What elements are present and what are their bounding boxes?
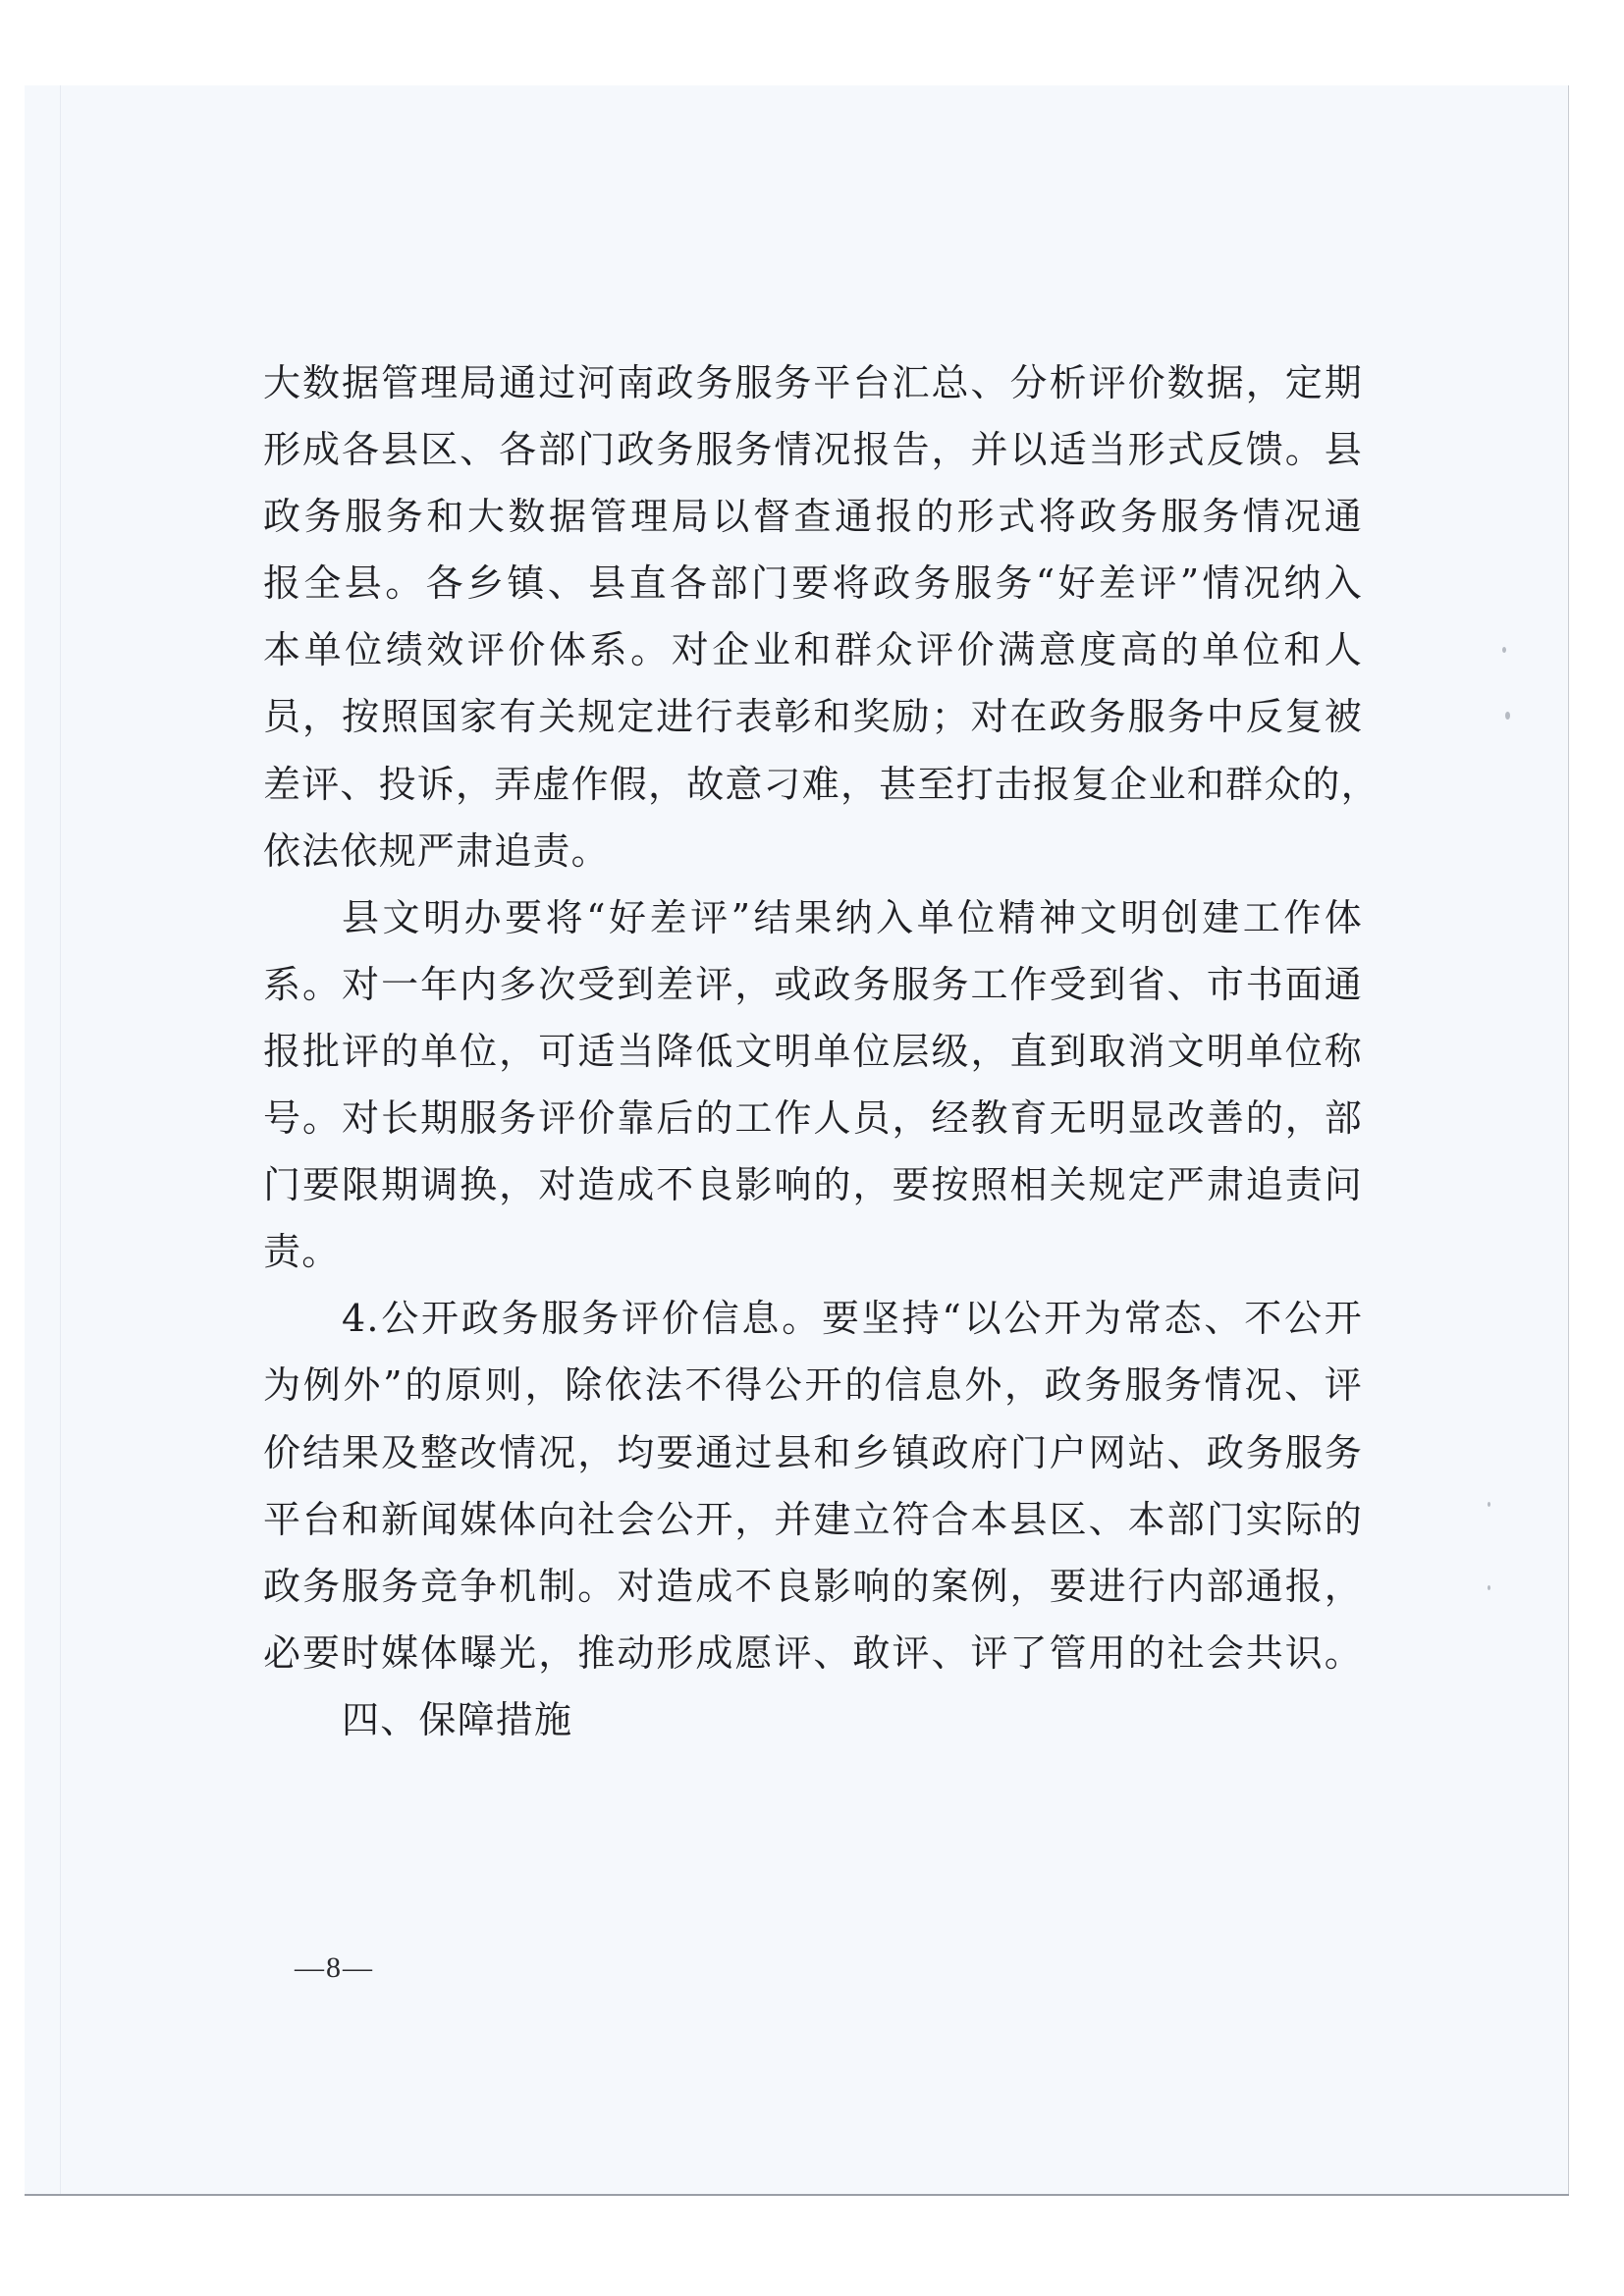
text-line: 必要时媒体曝光，推动形成愿评、敢评、评了管用的社会共识。	[263, 1630, 1363, 1675]
paragraph-civilization-office	[263, 888, 1363, 1290]
section-heading: 四、保障措施	[342, 1697, 573, 1741]
text-line: 责。	[263, 1230, 341, 1274]
text-line: 大数据管理局通过河南政务服务平台汇总、分析评价数据，定期	[263, 361, 1363, 404]
text-line: 系。对一年内多次受到差评，或政务服务工作受到省、市书面通	[263, 962, 1363, 1006]
text-line: 价结果及整改情况，均要通过县和乡镇政府门户网站、政务服务	[263, 1430, 1363, 1474]
text-line: 政务服务竞争机制。对造成不良影响的案例，要进行内部通报，	[263, 1564, 1363, 1608]
text-line: 县文明办要将“好差评”结果纳入单位精神文明创建工作体	[342, 895, 1363, 939]
text-line: 平台和新闻媒体向社会公开，并建立符合本县区、本部门实际的	[263, 1497, 1363, 1541]
text-line: 依法依规严肃追责。	[263, 828, 610, 873]
text-line: 差评、投诉，弄虚作假，故意刁难，甚至打击报复企业和群众的，	[263, 762, 1380, 806]
page-number: —8—	[295, 1951, 374, 1984]
text-line: 号。对长期服务评价靠后的工作人员，经教育无明显改善的，部	[263, 1096, 1363, 1141]
text-line: 本单位绩效评价体系。对企业和群众评价满意度高的单位和人	[263, 628, 1363, 672]
paragraph-evaluation-reporting	[263, 353, 1380, 888]
text-line: 门要限期调换，对造成不良影响的，要按照相关规定严肃追责问	[263, 1163, 1363, 1207]
scan-artifact	[1505, 712, 1510, 720]
text-line: 报全县。各乡镇、县直各部门要将政务服务“好差评”情况纳入	[263, 561, 1363, 606]
scan-artifact	[1502, 647, 1506, 653]
text-line: 员，按照国家有关规定进行表彰和奖励；对在政务服务中反复被	[263, 695, 1363, 739]
text-line: 形成各县区、各部门政务服务情况报告，并以适当形式反馈。县	[263, 428, 1363, 472]
scan-artifact	[1488, 1585, 1490, 1590]
paragraph-public-evaluation-info	[263, 1289, 1363, 1690]
text-line: 4.公开政务服务评价信息。要坚持“以公开为常态、不公开	[342, 1297, 1363, 1341]
scan-artifact	[1488, 1502, 1490, 1507]
text-line: 政务服务和大数据管理局以督查通报的形式将政务服务情况通	[263, 495, 1363, 539]
text-line: 为例外”的原则，除依法不得公开的信息外，政务服务情况、评	[263, 1363, 1363, 1408]
scan-gutter-line	[60, 85, 61, 2194]
document-body	[263, 353, 1380, 1757]
text-line: 报批评的单位，可适当降低文明单位层级，直到取消文明单位称	[263, 1029, 1363, 1073]
